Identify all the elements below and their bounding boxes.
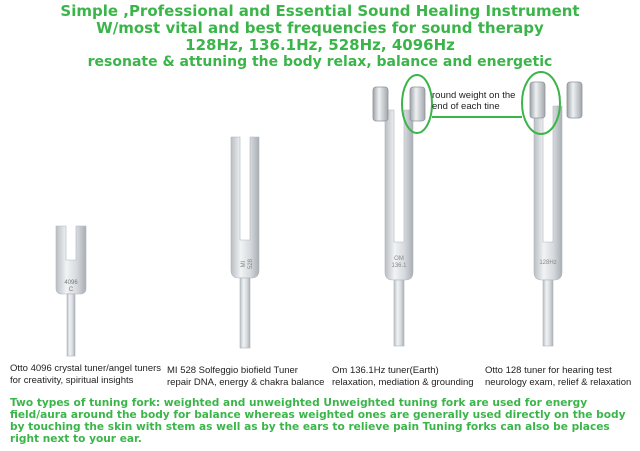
fork-4096-engraving-note: C bbox=[68, 287, 74, 293]
fork-136-engraving-hz: 136.1 bbox=[391, 263, 407, 269]
headline-line-2: W/most vital and best frequencies for sound therapy bbox=[96, 19, 544, 37]
weight-note bbox=[432, 90, 515, 112]
weight-left bbox=[373, 87, 388, 121]
caption-fork-136-line-2: relaxation, mediation & grounding bbox=[332, 377, 474, 388]
headline-line-3: 128Hz, 136.1Hz, 528Hz, 4096Hz bbox=[185, 36, 455, 54]
caption-fork-4096-line-1: Otto 4096 crystal tuner/angel tuners bbox=[10, 363, 162, 374]
weight-note-line-1: round weight on the bbox=[432, 90, 516, 101]
description-paragraph: Two types of tuning fork: weighted and unweighted Unweighted tuning fork are used for energy field/aura around the body for balance whereas weighted ones are generally used directly on the body by touching the skin with stem as well as by the ears to relieve pain Tuning forks can also be places right next to your ear. bbox=[10, 397, 626, 445]
caption-fork-4096 bbox=[10, 363, 161, 387]
caption-fork-136-line-1: Om 136.1Hz tuner(Earth) bbox=[332, 365, 439, 376]
fork-528 bbox=[231, 137, 259, 348]
caption-fork-128-line-2: neurology exam, relief & relaxation bbox=[485, 377, 632, 388]
weight-right bbox=[567, 82, 582, 118]
fork-528-engraving: MI bbox=[241, 260, 247, 268]
caption-fork-128 bbox=[485, 365, 631, 389]
caption-fork-528-line-1: MI 528 Solfeggio biofield Tuner bbox=[167, 365, 298, 376]
weight-right bbox=[410, 87, 425, 121]
fork-4096-engraving: 4096 bbox=[64, 280, 78, 286]
caption-fork-528 bbox=[167, 365, 324, 389]
caption-fork-4096-line-2: for creativity, spiritual insights bbox=[10, 375, 134, 386]
caption-fork-528-line-2: repair DNA, energy & chakra balance bbox=[167, 377, 325, 388]
caption-fork-128-line-1: Otto 128 tuner for hearing test bbox=[485, 365, 612, 376]
fork-136-engraving: OM bbox=[394, 256, 404, 262]
fork-528-engraving-hz: 528 bbox=[248, 258, 254, 270]
caption-fork-136 bbox=[332, 365, 474, 389]
fork-136 bbox=[373, 87, 425, 346]
fork-128-engraving: 128Hz bbox=[539, 260, 557, 266]
weight-note-line-2: end of each tine bbox=[432, 101, 500, 112]
headline-line-4: resonate & attuning the body relax, balance and energetic bbox=[87, 54, 553, 70]
weight-left bbox=[530, 82, 545, 118]
headline-line-1: Simple ,Professional and Essential Sound Healing Instrument bbox=[60, 2, 580, 20]
fork-4096 bbox=[56, 226, 86, 356]
